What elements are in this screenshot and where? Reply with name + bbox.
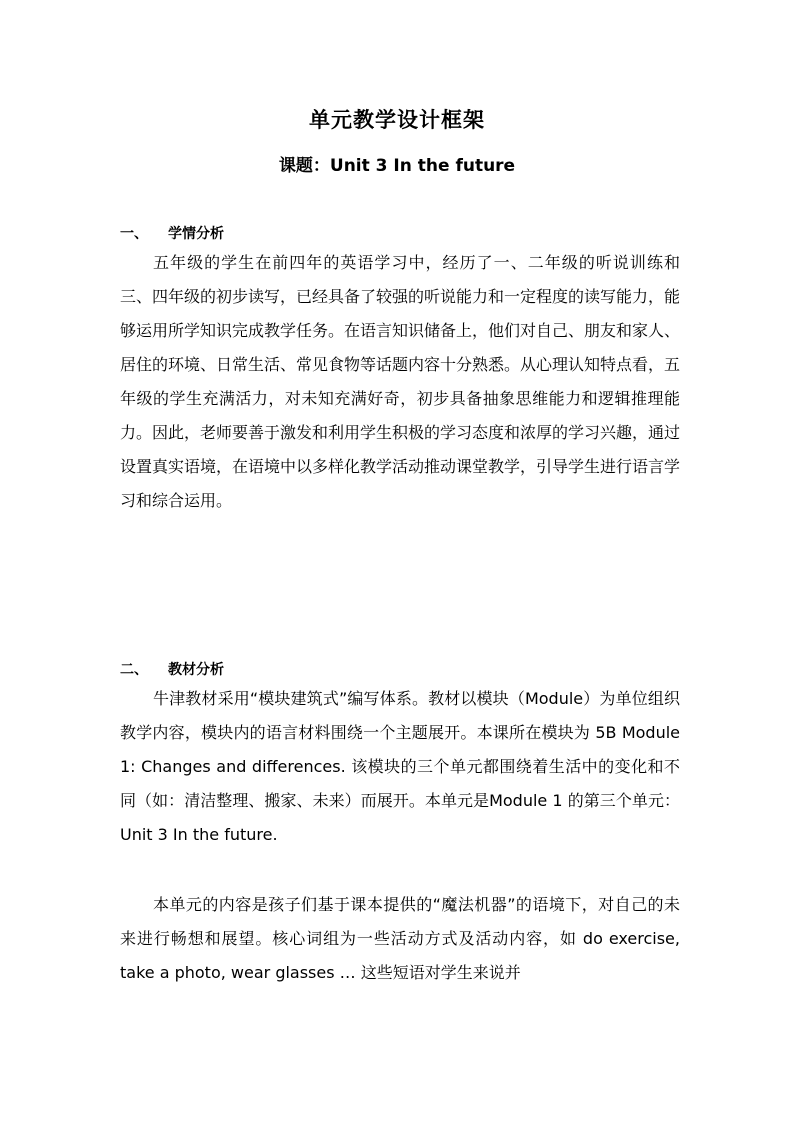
paragraph-textbook-analysis-2: 本单元的内容是孩子们基于课本提供的“魔法机器”的语境下，对自己的未来进行畅想和展望。核心词组为一些活动方式及活动内容，如 do exercise, take a photo, wear glasses … 这些短语对学生来说并 (120, 895, 680, 982)
section-heading-text: 教材分析 (168, 662, 224, 678)
document-title: 单元教学设计框架 (309, 108, 485, 132)
section-heading-text: 学情分析 (168, 226, 224, 242)
section-number: 一、 (120, 226, 148, 242)
lesson-subtitle: 课题：Unit 3 In the future (278, 156, 516, 176)
section-heading-learner-analysis (120, 223, 224, 243)
section-heading-textbook-analysis (120, 659, 224, 679)
section-number: 二、 (120, 662, 148, 678)
paragraph-textbook-analysis-1: 牛津教材采用“模块建筑式”编写体系。教材以模块（Module）为单位组织教学内容，模块内的语言材料围绕一个主题展开。本课所在模块为 5B Module 1: Changes and differences. 该模块的三个单元都围绕着生活中的变化和不同（如：清洁整理、搬家、未来）而展开。本单元是Module 1 的第三个单元： Unit 3 In the future. (120, 689, 680, 844)
paragraph-learner-analysis: 五年级的学生在前四年的英语学习中，经历了一、二年级的听说训练和三、四年级的初步读写，已经具备了较强的听说能力和一定程度的读写能力，能够运用所学知识完成教学任务。在语言知识储备上，他们对自己、朋友和家人、居住的环境、日常生活、常见食物等话题内容十分熟悉。从心理认知特点看，五年级的学生充满活力，对未知充满好奇，初步具备抽象思维能力和逻辑推理能力。因此，老师要善于激发和利用学生积极的学习态度和浓厚的学习兴趣，通过设置真实语境，在语境中以多样化教学活动推动课堂教学，引导学生进行语言学习和综合运用。 (120, 253, 681, 510)
